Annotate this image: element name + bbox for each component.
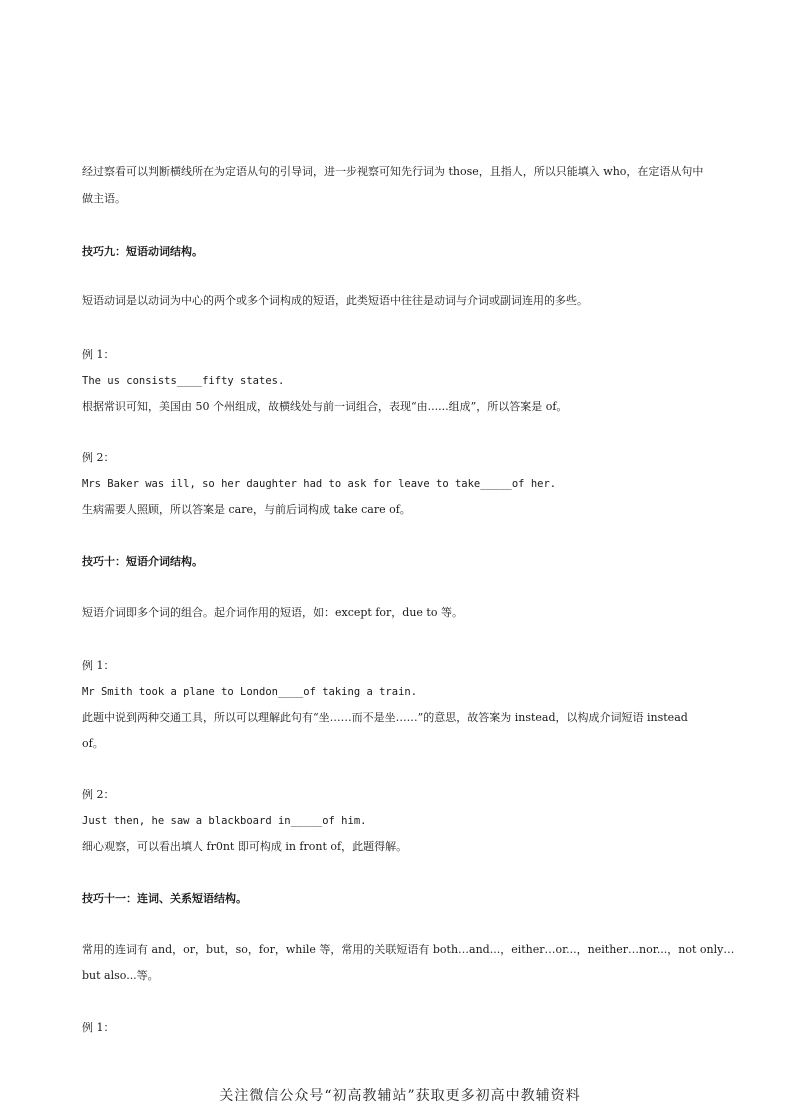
example-question: Mrs Baker was ill, so her daughter had to ask for leave to take_____of her. xyxy=(82,478,557,490)
example-label: 例 1： xyxy=(82,348,115,361)
example-answer: 此题中说到两种交通工具，所以可以理解此句有“坐……而不是坐……”的意思，故答案为 instead，以构成介词短语 instead xyxy=(82,711,688,724)
section-heading-11: 技巧十一：连词、关系短语结构。 xyxy=(82,892,247,905)
example-label: 例 2： xyxy=(82,788,115,801)
example-question: Just then, he saw a blackboard in_____of him. xyxy=(82,815,367,827)
paragraph-line: but also...等。 xyxy=(82,969,159,982)
page-footer: 关注微信公众号“初高教辅站”获取更多初高中教辅资料 xyxy=(219,1088,581,1104)
paragraph-line: 短语动词是以动词为中心的两个或多个词构成的短语，此类短语中往往是动词与介词或副词连用的多些。 xyxy=(82,294,588,307)
example-label: 例 1： xyxy=(82,659,115,672)
example-question: Mr Smith took a plane to London____of taking a train. xyxy=(82,686,418,698)
example-label: 例 2： xyxy=(82,451,115,464)
paragraph-line: 短语介词即多个词的组合。起介词作用的短语，如：except for，due to 等。 xyxy=(82,606,463,619)
paragraph-line: 常用的连词有 and，or，but，so，for，while 等，常用的关联短语有 both…and...，either…or...，neither…nor...，not only… xyxy=(82,943,735,956)
example-answer: of。 xyxy=(82,737,104,750)
example-label: 例 1： xyxy=(82,1021,115,1034)
example-answer: 根据常识可知，美国由 50 个州组成，故横线处与前一词组合，表现“由......组成”，所以答案是 of。 xyxy=(82,400,568,413)
paragraph-line: 经过察看可以判断横线所在为定语从句的引导词，进一步视察可知先行词为 those，且指人，所以只能填入 who，在定语从句中 xyxy=(82,165,704,178)
example-question: The us consists____fifty states. xyxy=(82,375,285,387)
section-heading-9: 技巧九：短语动词结构。 xyxy=(82,245,203,258)
paragraph-line: 做主语。 xyxy=(82,192,126,205)
example-answer: 生病需要人照顾，所以答案是 care，与前后词构成 take care of。 xyxy=(82,503,411,516)
section-heading-10: 技巧十：短语介词结构。 xyxy=(82,555,203,568)
example-answer: 细心观察，可以看出填人 fr0nt 即可构成 in front of，此题得解。 xyxy=(82,840,408,853)
